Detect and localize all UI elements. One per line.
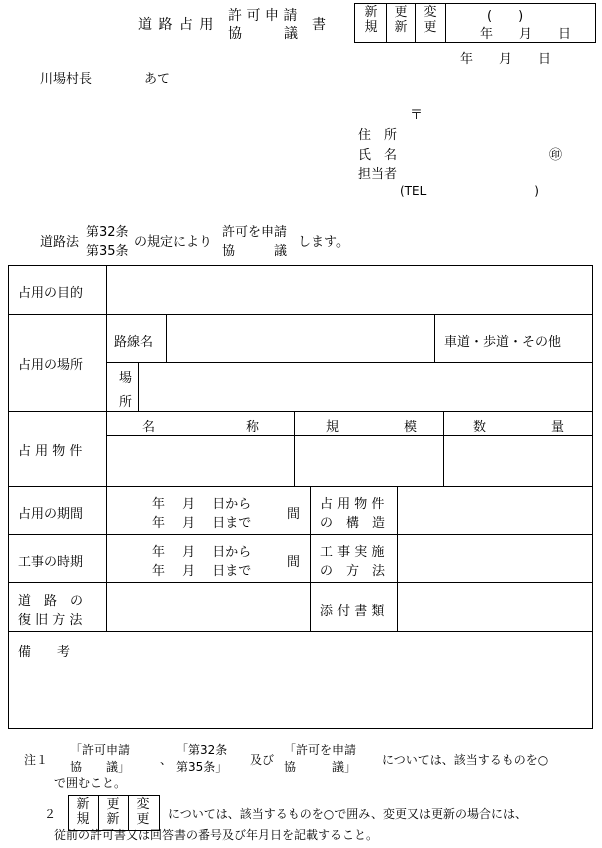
- divider: [106, 265, 107, 631]
- note1-sep: 、: [160, 753, 173, 767]
- application-date: 年 月 日: [460, 52, 552, 67]
- period-label: 占用の期間: [18, 507, 84, 522]
- col-scale: 規 模: [326, 420, 418, 435]
- intro-prefix: 道路法: [40, 235, 80, 250]
- intro-act-permit: 許可を申請: [222, 225, 288, 240]
- divider: [138, 362, 139, 411]
- intro-art-35: 第35条: [86, 244, 129, 259]
- divider: [106, 435, 592, 436]
- note1-join: 及び: [250, 753, 275, 767]
- title-consult: 協 議: [228, 26, 298, 42]
- divider: [310, 486, 311, 631]
- note1-label: 注１: [24, 753, 49, 767]
- place-sub-bottom: 所: [119, 395, 133, 410]
- work-label: 工事の時期: [18, 555, 84, 570]
- note2-status-new-top: 新: [76, 797, 90, 812]
- divider: [8, 582, 592, 583]
- period-to: 年 月 日まで: [152, 516, 252, 531]
- name-label: 氏 名: [358, 148, 398, 163]
- divider: [8, 486, 592, 487]
- note1-b-top: 「第32条: [176, 743, 228, 757]
- divider: [128, 795, 129, 830]
- purpose-label: 占用の目的: [18, 286, 84, 301]
- title-permit: 許 可 申 請: [228, 8, 298, 24]
- title-main: 道 路 占 用: [138, 17, 215, 33]
- work-to: 年 月 日まで: [152, 564, 252, 579]
- title-tail: 書: [312, 17, 326, 33]
- divider: [445, 3, 446, 42]
- note1-b-bottom: 第35条」: [176, 760, 228, 774]
- contact-label: 担当者: [358, 167, 398, 182]
- period-from: 年 月 日から: [152, 497, 252, 512]
- note1-a-top: 「許可申請: [70, 743, 131, 757]
- road-type: 車道・歩道・その他: [444, 335, 562, 350]
- work-kan: 間: [287, 555, 301, 570]
- note2-status-renew: [102, 797, 124, 827]
- place-sub-top: 場: [119, 371, 133, 386]
- intro-suffix: します。: [298, 235, 349, 250]
- object-label: 占 用 物 件: [18, 444, 83, 459]
- divider: [106, 362, 592, 363]
- col-qty: 数 量: [473, 420, 565, 435]
- col-name: 名 称: [142, 420, 260, 435]
- note1-line2: で囲むこと。: [54, 776, 127, 790]
- divider: [397, 486, 398, 631]
- status-renew-bottom: 新: [394, 20, 408, 35]
- seal-mark: ㊞: [549, 148, 563, 163]
- status-change[interactable]: [419, 5, 441, 35]
- intro-act-consult: 協 議: [222, 244, 288, 259]
- restore-bottom: 復 旧 方 法: [18, 613, 83, 628]
- divider: [434, 314, 435, 362]
- structure-top: 占 用 物 件: [320, 497, 385, 512]
- divider: [386, 3, 387, 42]
- status-renew[interactable]: [390, 5, 412, 35]
- intro-art-32: 第32条: [86, 225, 129, 240]
- remarks-label: 備 考: [18, 645, 71, 660]
- divider: [8, 534, 592, 535]
- postal-mark: 〒: [410, 108, 424, 123]
- note2-status-new: [72, 797, 94, 827]
- divider: [443, 411, 444, 486]
- address-label: 住 所: [358, 128, 398, 143]
- status-renew-top: 更: [394, 5, 408, 20]
- work-from: 年 月 日から: [152, 545, 252, 560]
- note1-tail: については、該当するものを○: [382, 753, 549, 767]
- divider: [8, 631, 592, 632]
- header-date: 年 月 日: [480, 27, 572, 42]
- divider: [166, 314, 167, 362]
- divider: [8, 314, 592, 315]
- note1-a-bottom: 協 議」: [70, 760, 131, 774]
- divider: [8, 411, 592, 412]
- divider: [415, 3, 416, 42]
- status-new[interactable]: [360, 5, 382, 35]
- intro-middle: の規定により: [134, 235, 213, 250]
- note2-status-renew-bottom: 新: [106, 812, 120, 827]
- note2-status-change: [132, 797, 154, 827]
- note2-status-new-bottom: 規: [76, 812, 90, 827]
- period-kan: 間: [287, 507, 301, 522]
- status-new-top: 新: [364, 5, 378, 20]
- place-label: 占用の場所: [18, 358, 84, 373]
- divider: [98, 795, 99, 830]
- note2-status-change-top: 変: [136, 797, 150, 812]
- addressee: 川場村長 あて: [40, 72, 171, 87]
- status-change-top: 変: [423, 5, 437, 20]
- note2-tail: については、該当するものを○で囲み、変更又は更新の場合には、: [168, 807, 527, 821]
- divider: [294, 411, 295, 486]
- note2-status-change-bottom: 更: [136, 812, 150, 827]
- method-bottom: の 方 法: [320, 564, 386, 579]
- header-date-paren: ( ): [487, 9, 524, 24]
- note1-c-bottom: 協 議」: [284, 760, 357, 774]
- structure-bottom: の 構 造: [320, 516, 386, 531]
- method-top: 工 事 実 施: [320, 545, 385, 560]
- note2-status-renew-top: 更: [106, 797, 120, 812]
- restore-top: 道 路 の: [18, 594, 84, 609]
- note1-c-top: 「許可を申請: [284, 743, 357, 757]
- route-label: 路線名: [114, 335, 154, 350]
- note2-label: ２: [44, 807, 57, 821]
- tel-field: (TEL ): [400, 184, 539, 198]
- note2-line2: 従前の許可書又は回答書の番号及び年月日を記載すること。: [54, 828, 379, 842]
- attach-label: 添 付 書 類: [320, 604, 385, 619]
- status-new-bottom: 規: [364, 20, 378, 35]
- status-change-bottom: 更: [423, 20, 437, 35]
